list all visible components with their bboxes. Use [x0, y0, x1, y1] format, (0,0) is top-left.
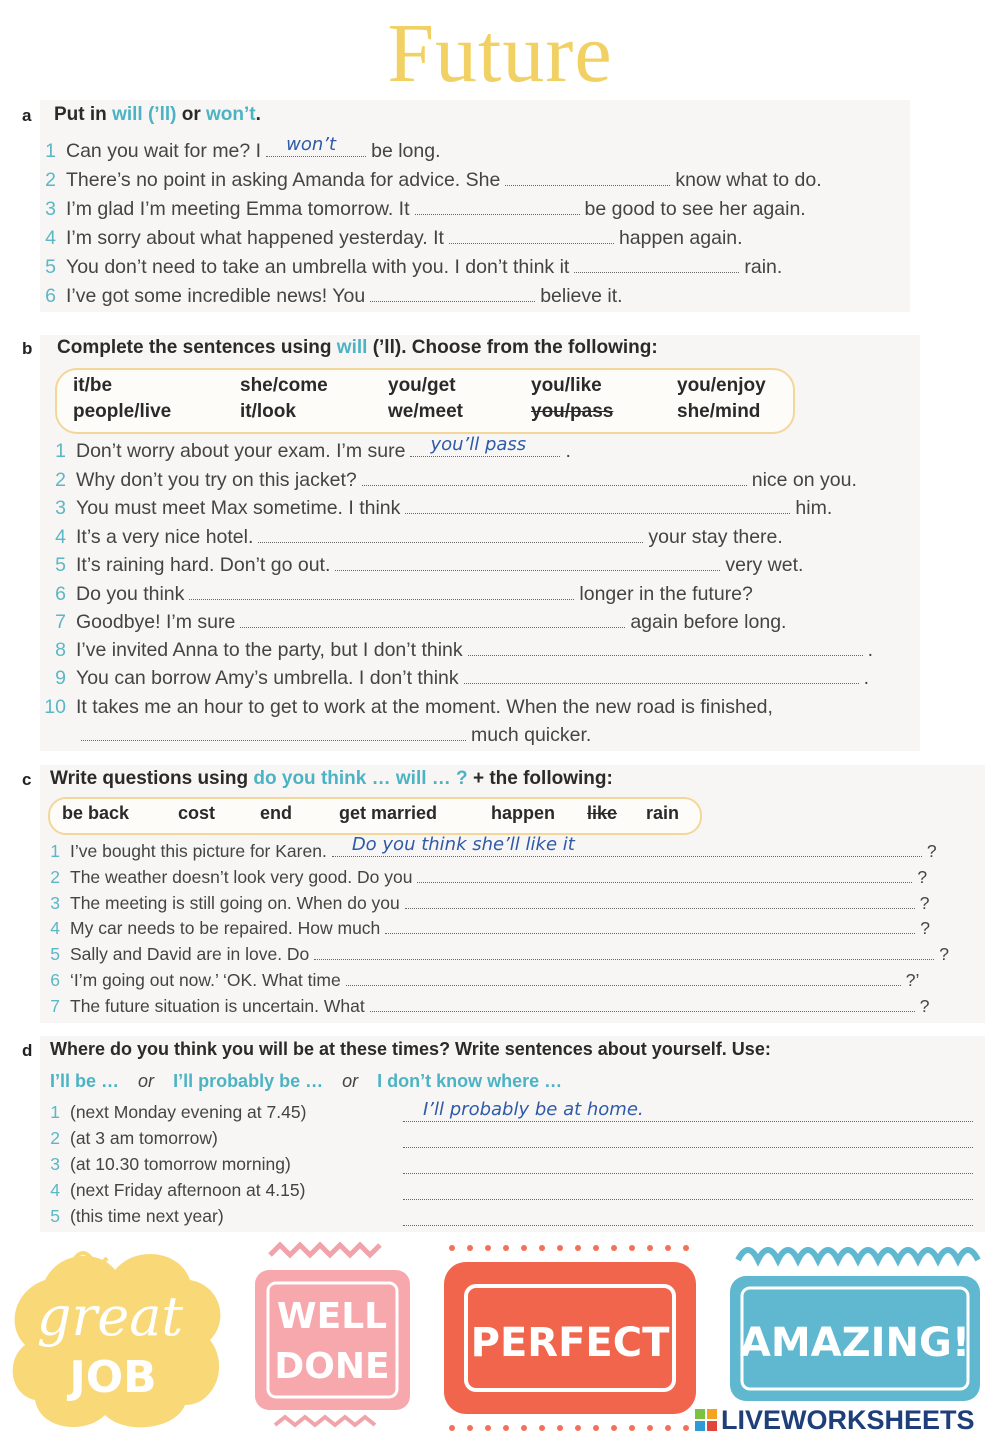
item-number: 4 — [45, 227, 56, 249]
item-text: It’s raining hard. Don’t go out. — [76, 554, 331, 576]
item-text: be long. — [371, 140, 441, 162]
answer-blank[interactable] — [403, 1132, 973, 1148]
item-prompt: (this time next year) — [70, 1206, 224, 1226]
answer-blank[interactable] — [505, 170, 670, 186]
item-text: ? — [939, 944, 950, 965]
exercise-item — [40, 554, 803, 577]
section-d-use-options — [50, 1071, 562, 1092]
section-d-letter: d — [22, 1041, 33, 1060]
item-prompt: (at 10.30 tomorrow morning) — [70, 1154, 291, 1174]
exercise-item — [40, 996, 929, 1017]
item-text: Why don’t you try on this jacket? — [76, 469, 357, 491]
answer-blank[interactable] — [405, 893, 915, 909]
answer-blank[interactable] — [403, 1158, 973, 1174]
item-number: 5 — [50, 1206, 60, 1226]
item-number: 2 — [50, 1128, 60, 1148]
section-d-heading: Where do you think you will be at these times? Write sentences about yourself. Use: — [50, 1039, 771, 1059]
item-number: 2 — [45, 169, 56, 191]
page-title: Future — [387, 7, 613, 100]
item-prompt: (next Friday afternoon at 4.15) — [70, 1180, 306, 1200]
item-text: There’s no point in asking Amanda for advice. She — [66, 169, 501, 191]
item-text: The meeting is still going on. When do you — [70, 892, 400, 913]
item-text: . — [565, 440, 571, 462]
item-text: It’s a very nice hotel. — [76, 526, 254, 548]
heading-highlight: will — [336, 337, 368, 358]
section-a-heading — [54, 104, 261, 126]
exercise-item — [40, 526, 783, 549]
exercise-item — [40, 169, 822, 192]
exercise-item — [40, 1180, 305, 1201]
answer-blank[interactable] — [370, 286, 535, 302]
answer-blank[interactable] — [385, 918, 915, 934]
item-text: believe it. — [540, 285, 623, 307]
word-option: cost — [178, 803, 216, 823]
exercise-item — [40, 611, 786, 634]
answer-blank[interactable] — [258, 527, 643, 543]
word-option: she/come — [240, 375, 328, 396]
exercise-item — [40, 944, 949, 965]
word-option: you/enjoy — [677, 375, 766, 396]
answer-blank[interactable] — [449, 228, 614, 244]
answer-blank[interactable] — [417, 867, 912, 883]
item-text: very wet. — [725, 554, 804, 576]
well-done-zigzag-top — [270, 1245, 380, 1255]
answer-blank[interactable] — [189, 584, 574, 600]
item-text: I’ve bought this picture for Karen. — [70, 841, 327, 861]
exercise-item — [40, 834, 937, 862]
item-text: Sally and David are in love. Do — [70, 944, 310, 965]
answer-blank[interactable] — [574, 257, 739, 273]
exercise-item — [40, 285, 623, 308]
item-number: 5 — [50, 944, 60, 965]
item-number: 7 — [50, 995, 60, 1016]
word-option: we/meet — [388, 401, 463, 422]
heading-text: (’ll) — [367, 337, 402, 358]
exercise-item — [40, 227, 743, 250]
exercise-item — [40, 469, 857, 492]
item-text: My car needs to be repaired. How much — [70, 918, 381, 939]
item-text: I’ve got some incredible news! You — [66, 285, 366, 307]
item-text: I’m glad I’m meeting Emma tomorrow. It — [66, 198, 410, 220]
item-number: 3 — [45, 198, 56, 220]
word-option: you/get — [388, 375, 456, 396]
answer-blank[interactable] — [346, 970, 901, 986]
section-c-heading — [50, 768, 613, 790]
item-number: 5 — [45, 256, 56, 278]
item-number: 6 — [50, 970, 60, 990]
item-text: The future situation is uncertain. What — [70, 995, 365, 1016]
handwritten-answer: won’t — [286, 134, 337, 155]
item-text: ‘I’m going out now.’ ‘OK. What time — [70, 970, 341, 990]
amazing-word: AMAZING! — [739, 1320, 971, 1366]
section-c-letter: c — [22, 770, 32, 789]
watermark-text: LIVEWORKSHEETS — [721, 1405, 975, 1435]
item-text: ? — [926, 841, 937, 861]
item-text: again before long. — [630, 611, 787, 633]
item-number: 4 — [50, 918, 60, 939]
exercise-item — [40, 639, 873, 662]
heading-text: Complete the sentences using — [57, 337, 337, 358]
item-text: The weather doesn’t look very good. Do you — [70, 866, 413, 887]
item-text: Can you wait for me? I — [66, 140, 262, 162]
item-text: much quicker. — [471, 724, 592, 746]
item-number: 1 — [45, 140, 56, 162]
section-a-letter: a — [22, 106, 32, 125]
answer-blank[interactable] — [410, 434, 560, 457]
exercise-item — [40, 893, 930, 914]
well-done-word-well: WELL — [276, 1296, 388, 1337]
item-text: your stay there. — [648, 526, 783, 548]
answer-blank[interactable] — [468, 640, 863, 656]
section-b-heading — [57, 337, 658, 359]
word-option: it/be — [73, 375, 113, 396]
item-text: know what to do. — [675, 169, 822, 191]
item-text: ? — [920, 918, 931, 939]
exercise-item — [40, 198, 806, 221]
word-option: happen — [491, 803, 556, 823]
answer-blank[interactable] — [464, 668, 859, 684]
item-text: I’ve invited Anna to the party, but I don’t think — [76, 639, 463, 661]
item-number: 4 — [50, 1180, 60, 1200]
heading-highlight: will (’ll) — [112, 104, 177, 125]
answer-blank[interactable] — [335, 555, 720, 571]
exercise-item — [40, 134, 441, 163]
heading-text: . — [255, 104, 261, 125]
item-text: Do you think — [76, 583, 185, 605]
amazing-loops-top — [738, 1250, 978, 1260]
item-text: . — [863, 667, 870, 689]
amazing-sticker — [728, 1238, 983, 1408]
item-text: ? — [917, 866, 928, 887]
item-number: 3 — [50, 1154, 60, 1174]
exercise-item — [40, 667, 869, 690]
answer-blank[interactable] — [403, 1210, 973, 1226]
handwritten-answer: you’ll pass — [430, 434, 527, 455]
item-number: 1 — [50, 841, 60, 861]
item-number: 8 — [55, 639, 66, 661]
answer-blank[interactable] — [332, 834, 922, 857]
item-text: ?’ — [905, 970, 920, 990]
word-option: be back — [62, 803, 130, 823]
item-text: ? — [919, 892, 930, 913]
well-done-zigzag-bottom — [275, 1417, 375, 1425]
item-number: 6 — [55, 583, 66, 605]
or-text: or — [138, 1071, 155, 1091]
great-job-sticker — [5, 1240, 235, 1435]
item-text: him. — [795, 497, 833, 519]
item-text: longer in the future? — [579, 583, 753, 605]
answer-blank[interactable] — [314, 944, 934, 960]
answer-blank[interactable] — [370, 996, 915, 1012]
exercise-item — [40, 256, 782, 279]
answer-blank[interactable] — [240, 612, 625, 628]
item-text: You must meet Max sometime. I think — [76, 497, 401, 519]
item-number: 7 — [55, 611, 66, 633]
item-text: You can borrow Amy’s umbrella. I don’t think — [76, 667, 459, 689]
handwritten-answer: I’ll probably be at home. — [423, 1099, 644, 1120]
use-option-3: I don’t know where … — [377, 1071, 563, 1091]
item-text: nice on you. — [751, 469, 857, 491]
item-text: happen again. — [618, 227, 743, 249]
section-b-letter: b — [22, 339, 33, 358]
exercise-item — [40, 1102, 306, 1123]
exercise-item — [40, 970, 919, 991]
exercise-item — [40, 918, 930, 939]
word-option: get married — [339, 803, 438, 823]
item-number: 4 — [55, 526, 66, 548]
answer-blank[interactable] — [403, 1099, 973, 1122]
or-text: or — [342, 1071, 359, 1091]
item-number: 1 — [55, 440, 66, 462]
exercise-item — [40, 1206, 224, 1227]
item-text: rain. — [744, 256, 783, 278]
great-job-word-great: great — [36, 1285, 184, 1348]
item-text: I’m sorry about what happened yesterday. It — [66, 227, 444, 249]
item-text: Goodbye! I’m sure — [76, 611, 236, 633]
word-option: people/live — [73, 401, 172, 422]
exercise-item — [40, 497, 832, 520]
answer-blank[interactable] — [81, 725, 466, 741]
answer-blank[interactable] — [362, 470, 747, 486]
item-number: 10 — [44, 696, 66, 718]
word-option: rain — [646, 803, 680, 823]
well-done-word-done: DONE — [274, 1346, 390, 1387]
use-option-1: I’ll be … — [50, 1071, 120, 1091]
heading-text: Put in — [54, 104, 113, 125]
liveworksheets-watermark — [695, 1405, 975, 1436]
exercise-item — [40, 867, 927, 888]
use-option-2: I’ll probably be … — [173, 1071, 324, 1091]
heading-text: . Choose from the following: — [401, 337, 658, 358]
heading-text: + the following: — [467, 768, 613, 789]
item-number: 3 — [50, 892, 60, 913]
item-prompt: (next Monday evening at 7.45) — [70, 1102, 307, 1122]
item-number: 2 — [50, 866, 60, 887]
item-number: 2 — [55, 469, 66, 491]
item-number: 1 — [50, 1102, 60, 1122]
exercise-item — [40, 1154, 291, 1175]
item-text: be good to see her again. — [584, 198, 806, 220]
item-number: 6 — [45, 285, 56, 307]
heading-highlight: won’t — [206, 104, 256, 125]
word-option: end — [260, 803, 293, 823]
liveworksheets-logo-icon — [695, 1409, 717, 1431]
item-number: 9 — [55, 667, 66, 689]
word-option: you/like — [531, 375, 602, 396]
answer-blank[interactable] — [415, 199, 580, 215]
item-text: Don’t worry about your exam. I’m sure — [76, 440, 406, 462]
exercise-item — [40, 1128, 218, 1149]
item-number: 3 — [55, 497, 66, 519]
item-text: You don’t need to take an umbrella with you. I don’t think it — [66, 256, 570, 278]
answer-blank[interactable] — [405, 498, 790, 514]
exercise-item — [40, 696, 773, 719]
handwritten-answer: Do you think she’ll like it — [351, 834, 575, 855]
great-job-word-job: JOB — [69, 1352, 157, 1403]
exercise-item — [40, 583, 753, 606]
item-text: It takes me an hour to get to work at the moment. When the new road is finished, — [76, 696, 773, 718]
perfect-sticker — [440, 1238, 700, 1438]
item-text: . — [867, 639, 874, 661]
well-done-sticker — [250, 1240, 415, 1435]
word-option: she/mind — [677, 401, 761, 422]
heading-text: Write questions using — [50, 768, 254, 789]
exercise-item — [40, 434, 571, 463]
word-option: like — [587, 803, 618, 823]
perfect-word: PERFECT — [470, 1320, 670, 1366]
item-prompt: (at 3 am tomorrow) — [70, 1128, 218, 1148]
answer-blank[interactable] — [266, 134, 366, 157]
heading-text: or — [176, 104, 207, 125]
word-option: you/pass — [531, 401, 614, 422]
item-text: ? — [919, 995, 930, 1016]
item-number: 5 — [55, 554, 66, 576]
word-option: it/look — [240, 401, 296, 422]
answer-blank[interactable] — [403, 1184, 973, 1200]
exercise-item — [40, 724, 591, 747]
heading-highlight: do you think … will … ? — [253, 768, 468, 789]
well-done-badge-body — [255, 1270, 410, 1410]
